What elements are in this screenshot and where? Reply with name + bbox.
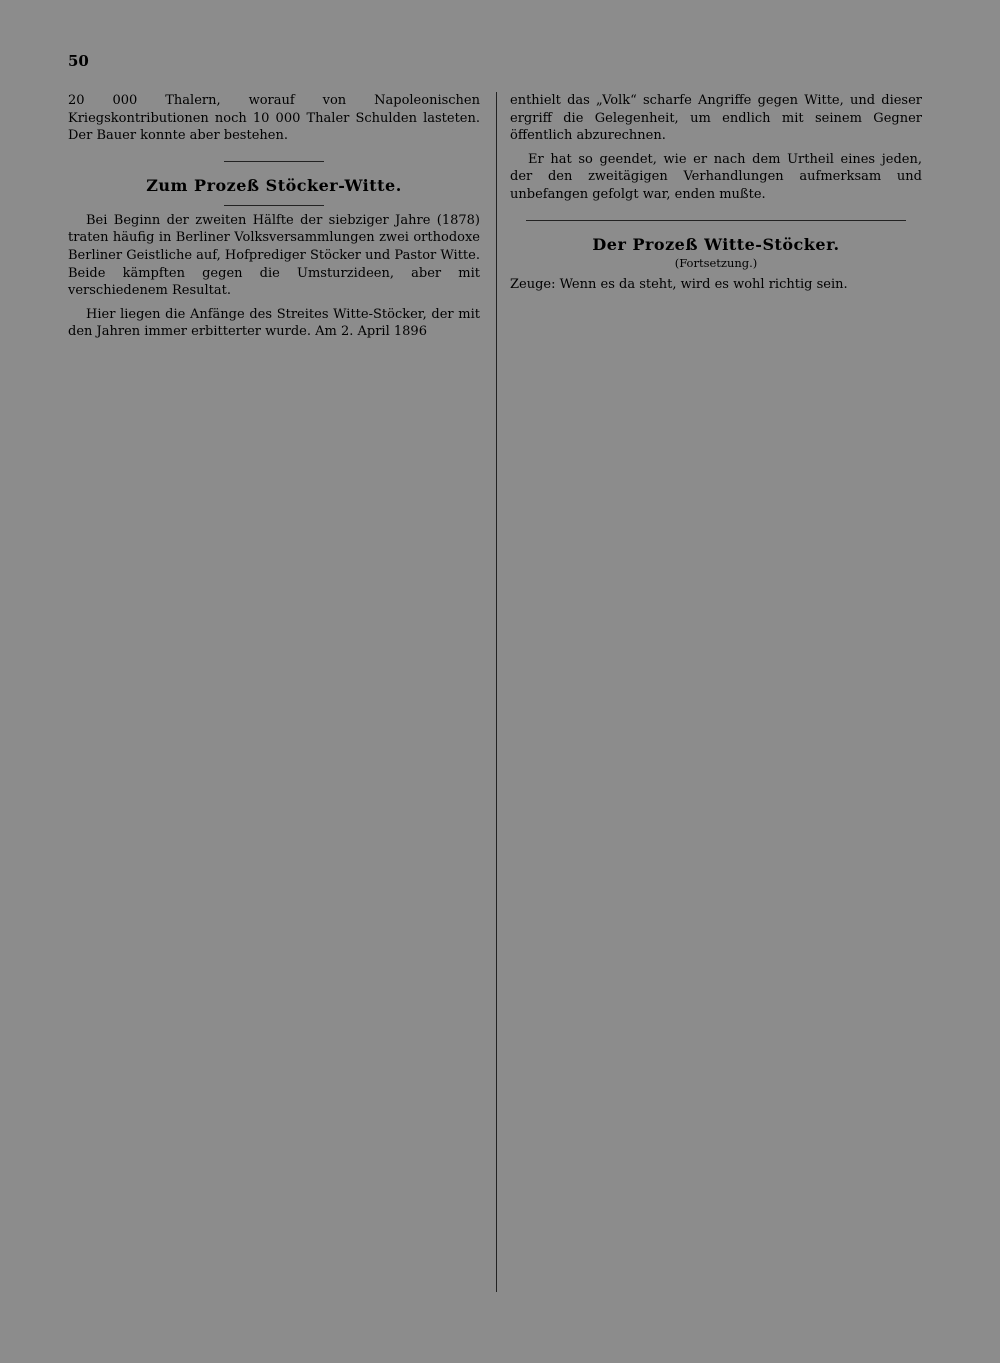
left-column bbox=[68, 92, 480, 341]
section-subheading: (Fortsetzung.) bbox=[674, 255, 758, 270]
column-divider bbox=[496, 92, 497, 1292]
section-divider bbox=[224, 161, 324, 162]
page-number: 50 bbox=[68, 52, 89, 70]
left-column-opening: 20 000 Thalern, worauf von Napoleonischen Kriegskontributionen noch 10 000 Thaler Schulden lasteten. Der Bauer konnte aber bestehen. bbox=[68, 93, 480, 144]
right-second-paragraph: Er hat so geendet, wie er nach dem Urtheil eines jeden, der den zweitägigen Verhandlungen aufmerksam und unbefangen gefolgt war, enden mußte. bbox=[510, 151, 922, 202]
heading-underline bbox=[224, 205, 324, 206]
right-column-closing-line: Zeuge: Wenn es da steht, wird es wohl richtig sein. bbox=[510, 276, 848, 292]
right-column bbox=[510, 92, 922, 293]
section-divider bbox=[526, 220, 906, 221]
left-section-opening: Bei Beginn der zweiten Hälfte der siebziger Jahre (1878) traten häufig in Berliner Volksversammlungen zwei orthodoxe Berliner Geistliche auf, Hofprediger Stöcker und Pastor Witte. Beide kämpften gegen die Umsturzideen, aber mit verschiedenem Resultat. bbox=[68, 212, 480, 299]
left-column-closing: Hier liegen die Anfänge des Streites Witte-Stöcker, der mit den Jahren immer erbitterter wurde. Am 2. April 1896 bbox=[68, 306, 480, 340]
right-column-opening: enthielt das „Volk“ scharfe Angriffe gegen Witte, und dieser ergriff die Gelegenheit, um endlich mit seinem Gegner öffentlich abzurechnen. bbox=[510, 93, 922, 144]
section-heading-left: Zum Prozeß Stöcker-Witte. bbox=[146, 175, 402, 195]
section-heading-right: Der Prozeß Witte-Stöcker. bbox=[592, 234, 840, 254]
